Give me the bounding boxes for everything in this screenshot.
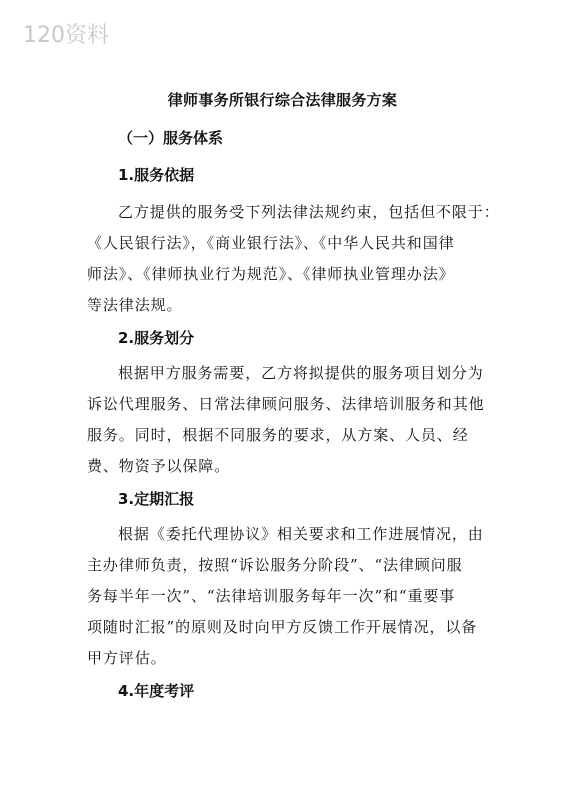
paragraph-line: 甲方评估。	[87, 649, 167, 667]
paragraph-line: 师法》、《律师执业行为规范》、《律师执业管理办法》	[87, 265, 455, 283]
paragraph-line: 服务。同时，根据不同服务的要求，从方案、人员、经	[87, 426, 469, 444]
item-paragraph-2	[87, 358, 487, 482]
paragraph-line: 项随时汇报”的原则及时向甲方反馈工作开展情况，以备	[87, 618, 478, 636]
paragraph-line: 根据甲方服务需要，乙方将拟提供的服务项目划分为	[118, 364, 484, 382]
paragraph-line: 乙方提供的服务受下列法律法规约束，包括但不限于：	[118, 203, 500, 221]
paragraph-line: 《人民银行法》，《商业银行法》、《中华人民共和国律	[87, 234, 455, 252]
item-paragraph-1	[87, 197, 500, 321]
paragraph-line: 费、物资予以保障。	[87, 457, 231, 475]
document-title: 律师事务所银行综合法律服务方案	[167, 91, 398, 109]
paragraph-line: 等法律法规。	[87, 296, 183, 314]
paragraph-line: 诉讼代理服务、日常法律顾问服务、法律培训服务和其他	[87, 395, 485, 413]
item-heading-1: 1.服务依据	[118, 166, 195, 184]
item-heading-3: 3.定期汇报	[118, 490, 195, 508]
section-heading: （一）服务体系	[118, 129, 224, 147]
watermark-text: 120资料	[23, 23, 109, 48]
paragraph-line: 主办律师负责，按照“诉讼服务分阶段”、“法律顾问服	[87, 556, 463, 574]
item-heading-2: 2.服务划分	[118, 329, 195, 347]
paragraph-line: 务每半年一次”、“法律培训服务每年一次”和“重要事	[87, 587, 456, 605]
item-paragraph-3	[87, 519, 487, 674]
item-heading-4: 4.年度考评	[118, 682, 195, 700]
paragraph-line: 根据《委托代理协议》相关要求和工作进展情况，由	[118, 525, 484, 543]
